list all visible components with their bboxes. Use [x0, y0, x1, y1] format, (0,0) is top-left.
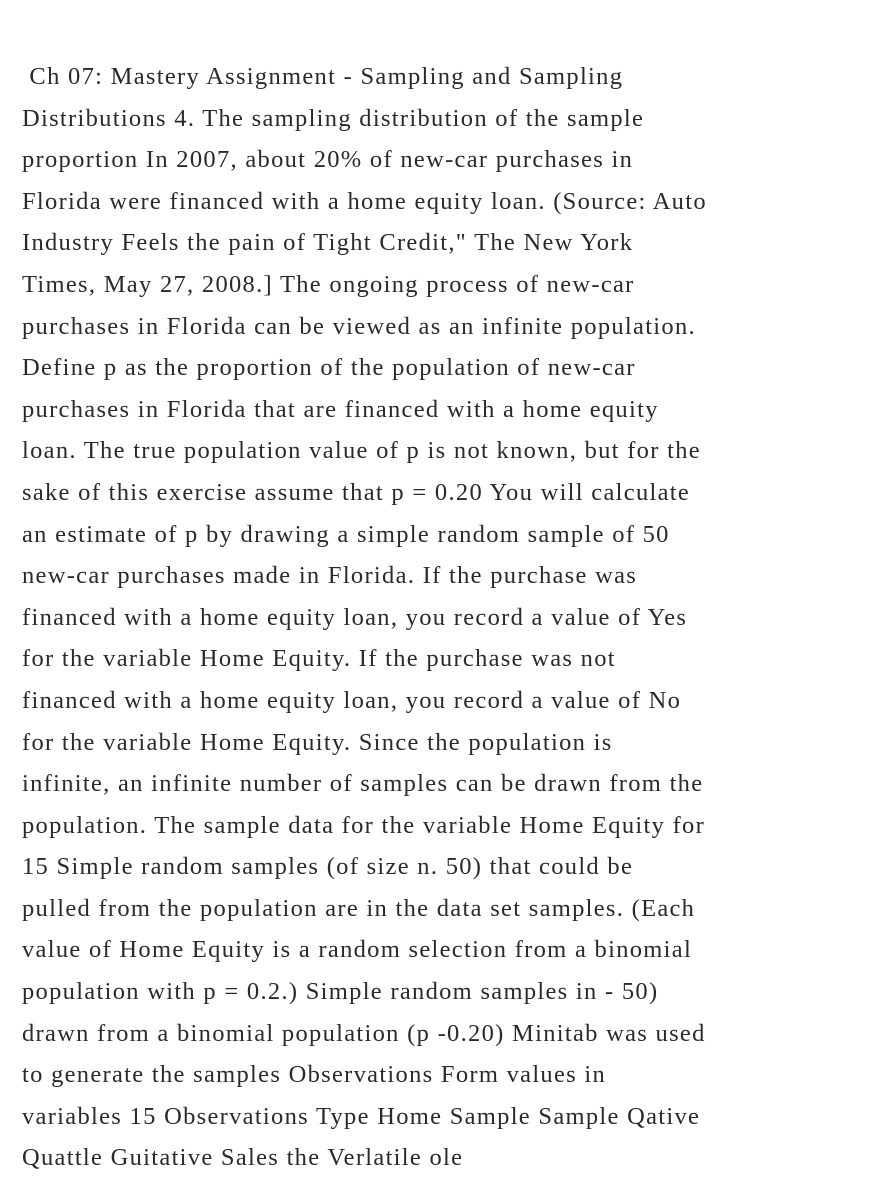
document-body — [22, 56, 822, 1179]
text-line: Florida were financed with a home equity loan. (Source: Auto — [22, 187, 707, 215]
text-line: population. The sample data for the variable Home Equity for — [22, 811, 706, 839]
text-line: financed with a home equity loan, you record a value of No — [22, 686, 682, 714]
text-line: Define p as the proportion of the population of new-car — [22, 354, 636, 382]
text-line: for the variable Home Equity. If the purchase was not — [22, 645, 616, 673]
text-line: purchases in Florida can be viewed as an infinite population. — [22, 312, 696, 340]
text-line: Industry Feels the pain of Tight Credit," The New York — [22, 229, 634, 257]
text-line: variables 15 Observations Type Home Sample Sample Qative — [22, 1102, 701, 1130]
text-line: drawn from a binomial population (p -0.20) Minitab was used — [22, 1019, 706, 1047]
text-line: Distributions 4. The sampling distribution of the sample — [22, 104, 645, 132]
text-line: for the variable Home Equity. Since the population is — [22, 728, 613, 756]
text-line: loan. The true population value of p is not known, but for the — [22, 437, 701, 465]
text-line: financed with a home equity loan, you record a value of Yes — [22, 603, 688, 631]
text-line: new-car purchases made in Florida. If the purchase was — [22, 562, 638, 590]
text-line: an estimate of p by drawing a simple random sample of 50 — [22, 520, 670, 548]
text-line: infinite, an infinite number of samples can be drawn from the — [22, 770, 704, 798]
text-line: to generate the samples Observations Form values in — [22, 1061, 607, 1089]
text-line: Times, May 27, 2008.] The ongoing process of new-car — [22, 270, 635, 298]
text-line: pulled from the population are in the data set samples. (Each — [22, 894, 696, 922]
text-line: Quattle Guitative Sales the Verlatile ole — [22, 1144, 464, 1172]
text-line: value of Home Equity is a random selection from a binomial — [22, 936, 693, 964]
text-line-title: Ch 07: Mastery Assignment - Sampling and Sampling — [22, 63, 624, 90]
text-line: population with p = 0.2.) Simple random samples in - 50) — [22, 978, 659, 1006]
text-line: 15 Simple random samples (of size n. 50) that could be — [22, 853, 634, 881]
text-line: sake of this exercise assume that p = 0.20 You will calculate — [22, 478, 691, 506]
text-line: proportion In 2007, about 20% of new-car purchases in — [22, 146, 634, 174]
text-line: purchases in Florida that are financed with a home equity — [22, 395, 659, 423]
